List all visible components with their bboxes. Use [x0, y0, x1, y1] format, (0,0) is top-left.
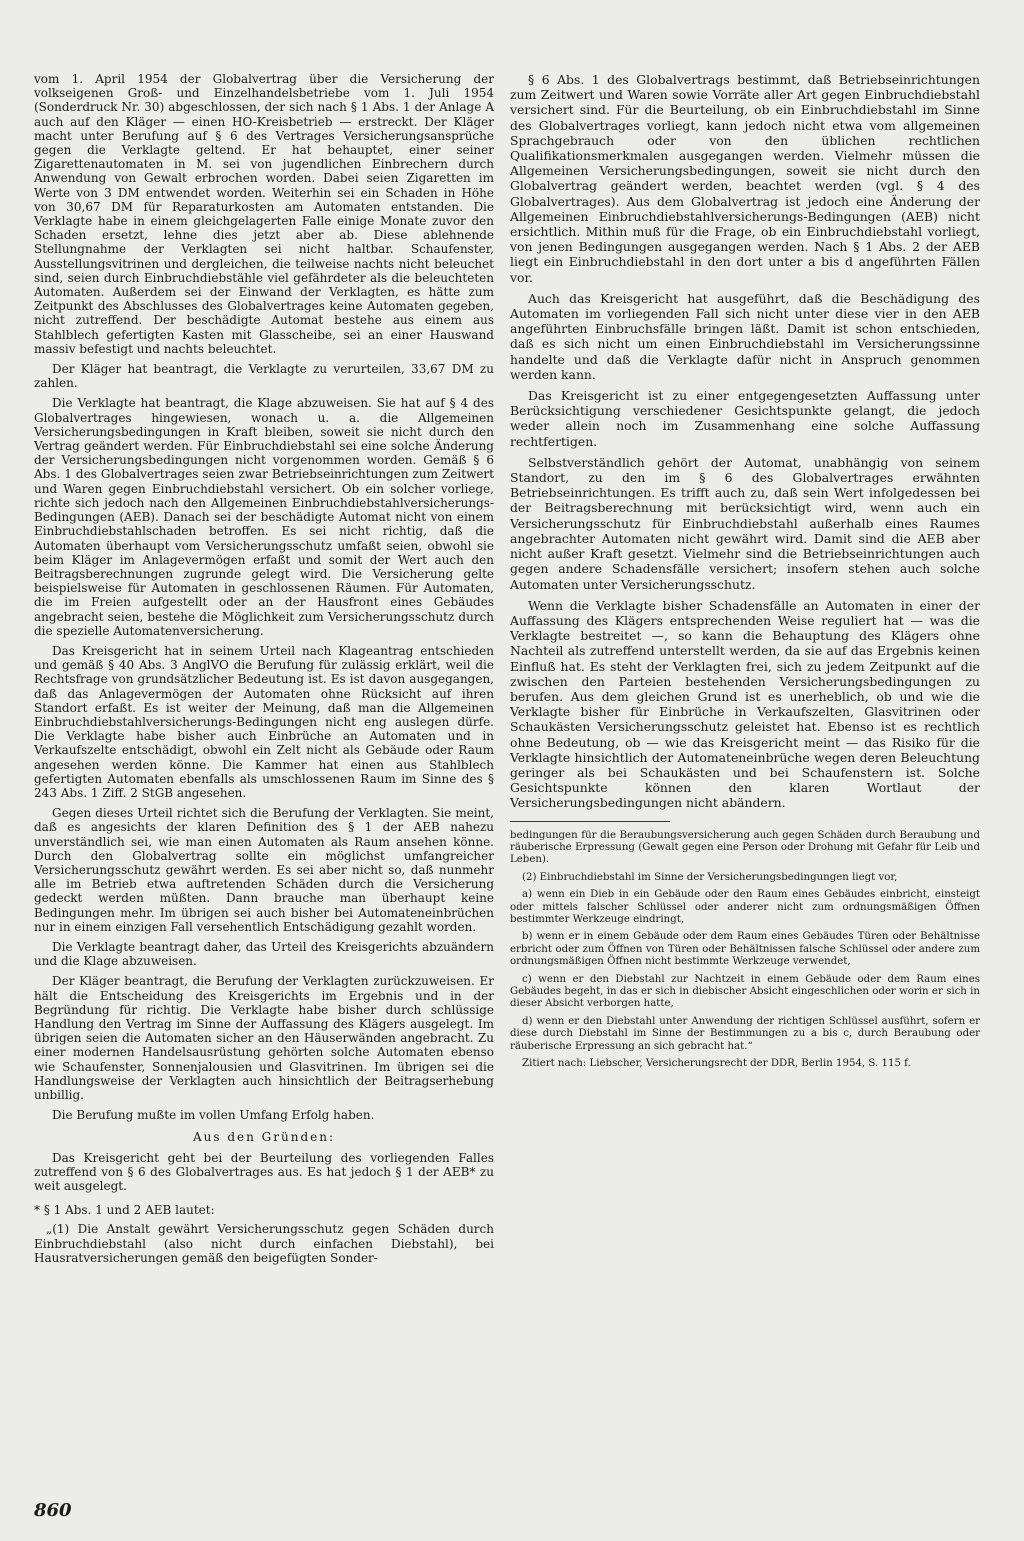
paragraph: Das Kreisgericht hat in seinem Urteil nach Klageantrag entschieden und gemäß § 40 Abs. 3 AnglVO die Berufung für zulässig erklärt, weil die Rechtsfrage von grundsätzlicher Bedeutung ist. Es ist davon ausgegangen, daß das Anlagevermögen der Automaten ohne Rücksicht auf ihren Standort erfaßt. Es ist weiter der Meinung, daß man die Allgemeinen Einbruchdiebstahlversicherungs-Bedingungen nicht eng auslegen dürfe. Die Verklagte habe bisher auch Einbrüche an Automaten und in Verkaufszelte entschädigt, obwohl ein Zelt nicht als Gebäude oder Raum angesehen werden könne. Die Kammer hat einen aus Stahlblech gefertigten Automaten ebenfalls als umschlossenen Raum im Sinne des § 243 Abs. 1 Ziff. 2 StGB angesehen.: [34, 643, 494, 800]
reasons-paragraph: Das Kreisgericht geht bei der Beurteilung des vorliegenden Falles zutreffend von § 6 des Globalvertrages aus. Es hat jedoch § 1 der AEB* zu weit ausgelegt.: [34, 1150, 494, 1194]
footnote-line: a) wenn ein Dieb in ein Gebäude oder den Raum eines Gebäudes einbricht, einsteigt oder mittels falscher Schlüssel oder anderer nicht zum ordnungsmäßigen Öffnen bestimmter Werkzeuge eindringt,: [510, 889, 980, 925]
footnote-citation: Zitiert nach: Liebscher, Versicherungsrecht der DDR, Berlin 1954, S. 115 f.: [522, 1058, 911, 1070]
page-number: 860: [34, 1500, 72, 1521]
paragraph: Die Verklagte beantragt daher, das Urteil des Kreisgerichts abzuändern und die Klage abzuweisen.: [34, 939, 494, 969]
footnote-line: c) wenn er den Diebstahl zur Nachtzeit in einem Gebäude oder dem Raum eines Gebäudes begeht, in das er sich in diebischer Absicht eingeschlichen oder worin er sich in dieser Absicht verborgen hatte,: [510, 973, 980, 1010]
paragraph: Der Kläger beantragt, die Berufung der Verklagten zurückzuweisen. Er hält die Entscheidung des Kreisgerichts im Ergebnis und in der Begründung für richtig. Die Verklagte habe bisher durch schlüssige Handlung den Vertrag im Sinne der Auffassung des Klägers ausgelegt. Im übrigen seien die Automaten sicher an den Häuserwänden angebracht. Zu einer modernen Handelsausrüstung gehörten solche Automaten ebenso wie Schaufenster, Sonnenjalousien und Glasvitrinen. Im übrigen sei die Handlungsweise der Verklagten auch hinsichtlich der Beitragserhebung unbillig.: [34, 974, 494, 1103]
paragraph: Das Kreisgericht ist zu einer entgegengesetzten Auffassung unter Berücksichtigung verschiedener Gesichtspunkte gelangt, die jedoch weder allein noch im Zusammenhang eine solche Auffassung rechtfertigen.: [510, 388, 980, 449]
paragraph: Wenn die Verklagte bisher Schadensfälle an Automaten in einer der Auffassung des Klägers entsprechenden Weise reguliert hat — was die Verklagte bestreitet —, so kann die Behauptung des Klägers ohne Nachteil als zutreffend unterstellt werden, da sie auf das Ergebnis keinen Einfluß hat. Es steht der Verklagten frei, sich zu jedem Zeitpunkt auf die zwischen den Parteien bestehenden Versicherungsbedingungen zu berufen. Aus dem gleichen Grund ist es unerheblich, ob und wie die Verklagte bisher für Einbrüche in Verkaufszelten, Glasvitrinen oder Schaukästen Versicherungsschutz geleistet hat. Ebenso ist es rechtlich ohne Bedeutung, ob — wie das Kreisgericht meint — das Risiko für die Verklagte hinsichtlich der Automateneinbrüche wegen deren Beleuchtung geringer als bei Schaukästen und bei Schaufenstern ist. Solche Gesichtspunkte können den klaren Wortlaut der Versicherungsbedingungen nicht abändern.: [510, 597, 980, 811]
footnote-line: d) wenn er den Diebstahl unter Anwendung der richtigen Schlüssel ausführt, sofern er diese durch Diebstahl im Sinne der Bestimmungen zu a bis c, durch Beraubung oder räuberische Erpressung an sich gebracht hat.“: [510, 1015, 980, 1052]
paragraph: Die Verklagte hat beantragt, die Klage abzuweisen. Sie hat auf § 4 des Globalvertrages hingewiesen, wonach u. a. die Allgemeinen Versicherungsbedingungen in Kraft bleiben, soweit sie nicht durch den Vertrag geändert werden. Für Einbruchdiebstahl sei eine solche Änderung der Versicherungsbedingungen nicht vorgenommen worden. Gemäß § 6 Abs. 1 des Globalvertrages seien zwar Betriebseinrichtungen zum Zeitwert und Waren gegen Einbruchdiebstahl versichert. Ob ein solcher vorliege, richte sich jedoch nach den Allgemeinen Einbruchdiebstahlversicherungs-Bedingungen (AEB). Danach sei der beschädigte Automat nicht von einem Einbruchdiebstahlschaden betroffen. Es sei nicht richtig, daß die Automaten überhaupt vom Versicherungsschutz umfaßt seien, obwohl sie beim Kläger im Anlagevermögen erfaßt und somit der Wert auch den Beitragsberechnungen zugrunde gelegt wird. Die Versicherung gelte beispielsweise für Automaten in geschlossenen Räumen. Für Automaten, die im Freien aufgestellt oder an der Hausfront eines Gebäudes angebracht seien, bestehe die Möglichkeit zum Versicherungsschutz durch die spezielle Automatenversicherung.: [34, 396, 494, 638]
footnote-line: (2) Einbruchdiebstahl im Sinne der Versicherungsbedingungen liegt vor,: [522, 871, 898, 883]
left-column: [34, 72, 494, 1270]
paragraph: Selbstverständlich gehört der Automat, unabhängig von seinem Standort, zu den im § 6 des Globalvertrages erwähnten Betriebseinrichtungen. Es trifft auch zu, daß sein Wert infolgedessen bei der Beitragsberechnung mit berücksichtigt wird, wenn auch ein Versicherungsschutz für Einbruchdiebstahl außerhalb eines Raumes angebrachter Automaten nicht gewährt wird. Damit sind die AEB aber nicht außer Kraft gesetzt. Vielmehr sind die Betriebseinrichtungen auch gegen andere Schadensfälle versichert; insofern stehen auch solche Automaten unter Versicherungsschutz.: [510, 454, 980, 592]
footnote-line: b) wenn er in einem Gebäude oder dem Raum eines Gebäudes Türen oder Behältnisse erbricht oder zum Öffnen von Türen oder Behältnissen falsche Schlüssel oder andere zum ordnungsmäßigen Öffnen nicht bestimmte Werkzeuge verwendet,: [510, 931, 980, 968]
paragraph: Auch das Kreisgericht hat ausgeführt, daß die Beschädigung des Automaten im vorliegenden Fall sich nicht unter diese vier in den AEB angeführten Einbruchsfälle bringen läßt. Damit ist schon entschieden, daß es sich nicht um einen Einbruchdiebstahl im Versicherungssinne handelte und daß die Verklagte dafür nicht in Anspruch genommen werden kann.: [510, 290, 980, 382]
paragraph: Gegen dieses Urteil richtet sich die Berufung der Verklagten. Sie meint, daß es angesichts der klaren Definition des § 1 der AEB nahezu unverständlich sei, wie man einen Automaten als Raum ansehen könne. Durch den Globalvertrag sollte ein möglichst umfangreicher Versicherungsschutz gewährt werden. Es sei aber nicht so, daß nunmehr alle im Betrieb etwa auftretenden Schäden durch die Versicherung gedeckt werden müßten. Dann brauche man überhaupt keine Bedingungen mehr. Im übrigen sei auch bisher bei Automateneinbrüchen nur in einem einzigen Fall versehentlich Entschädigung gezahlt worden.: [34, 806, 494, 934]
footnote-divider: [510, 821, 670, 822]
footnote-text: „(1) Die Anstalt gewährt Versicherungsschutz gegen Schäden durch Einbruchdiebstahl (also nicht durch einfachen Diebstahl), bei Hausratversicherungen gemäß den beigefügten Sonder-: [34, 1222, 494, 1265]
paragraph: vom 1. April 1954 der Globalvertrag über die Versicherung der volkseigenen Groß- und Einzelhandelsbetriebe vom 1. Juli 1954 (Sonderdruck Nr. 30) abgeschlossen, der sich nach § 1 Abs. 1 der Anlage A auch auf den Kläger — einen HO-Kreisbetrieb — erstreckt. Der Kläger macht unter Berufung auf § 6 des Vertrages Versicherungsansprüche gegen die Verklagte geltend. Er hat behauptet, einer seiner Zigarettenautomaten in M. sei von jugendlichen Einbrechern durch Anwendung von Gewalt erbrochen worden. Dabei seien Zigaretten im Werte von 3 DM entwendet worden. Weiterhin sei ein Schaden in Höhe von 30,67 DM für Reparaturkosten am Automaten entstanden. Die Verklagte habe in einem gleichgelagerten Falle einige Monate zuvor den Schaden ersetzt, lehne dies jetzt aber ab. Diese ablehnende Stellungnahme der Verklagten sei nicht haltbar. Schaufenster, Ausstellungsvitrinen und dergleichen, die teilweise nachts nicht beleuchet sind, seien durch Einbruchdiebstähle viel gefährdeter als die beleuchteten Automaten. Außerdem sei der Einwand der Verklagten, es hätte zum Zeitpunkt des Abschlusses des Globalvertrages keine Automaten gegeben, nicht zutreffend. Der beschädigte Automat bestehe aus einem aus Stahlblech gefertigten Kasten mit Glasscheibe, sei an einer Hauswand massiv befestigt und nachts beleuchtet.: [34, 72, 494, 356]
paragraph: § 6 Abs. 1 des Globalvertrags bestimmt, daß Betriebseinrichtungen zum Zeitwert und Waren sowie Vorräte aller Art gegen Einbruchdiebstahl versichert sind. Für die Beurteilung, ob ein Einbruchdiebstahl im Sinne des Globalvertrages vorliegt, kann jedoch nicht etwa vom allgemeinen Sprachgebrauch oder von den üblichen rechtlichen Qualifikationsmerkmalen ausgegangen werden. Vielmehr müssen die Allgemeinen Versicherungsbedingungen, soweit sie nicht durch den Globalvertrag geändert werden, beachtet werden (vgl. § 4 des Globalvertrages). Aus dem Globalvertrag ist jedoch eine Änderung der Allgemeinen Einbruchdiebstahlversicherungs-Bedingungen (AEB) nicht ersichtlich. Mithin muß für die Frage, ob ein Einbruchdiebstahl vorliegt, von jenen Bedingungen ausgegangen werden. Nach § 1 Abs. 2 der AEB liegt ein Einbruchdiebstahl in den dort unter a bis d angeführten Fällen vor.: [510, 72, 980, 285]
section-heading: Aus den Gründen:: [192, 1130, 336, 1145]
paragraph: Die Berufung mußte im vollen Umfang Erfolg haben.: [52, 1108, 375, 1123]
paragraph: Der Kläger hat beantragt, die Verklagte zu verurteilen, 33,67 DM zu zahlen.: [34, 362, 494, 391]
footnote-title: * § 1 Abs. 1 und 2 AEB lautet:: [34, 1203, 215, 1218]
footnote-line: bedingungen für die Beraubungsversicherung auch gegen Schäden durch Beraubung und räuberische Erpressung (Gewalt gegen eine Person oder Drohung mit Gefahr für Leib und Leben).: [510, 829, 980, 866]
right-column: [510, 72, 980, 1075]
